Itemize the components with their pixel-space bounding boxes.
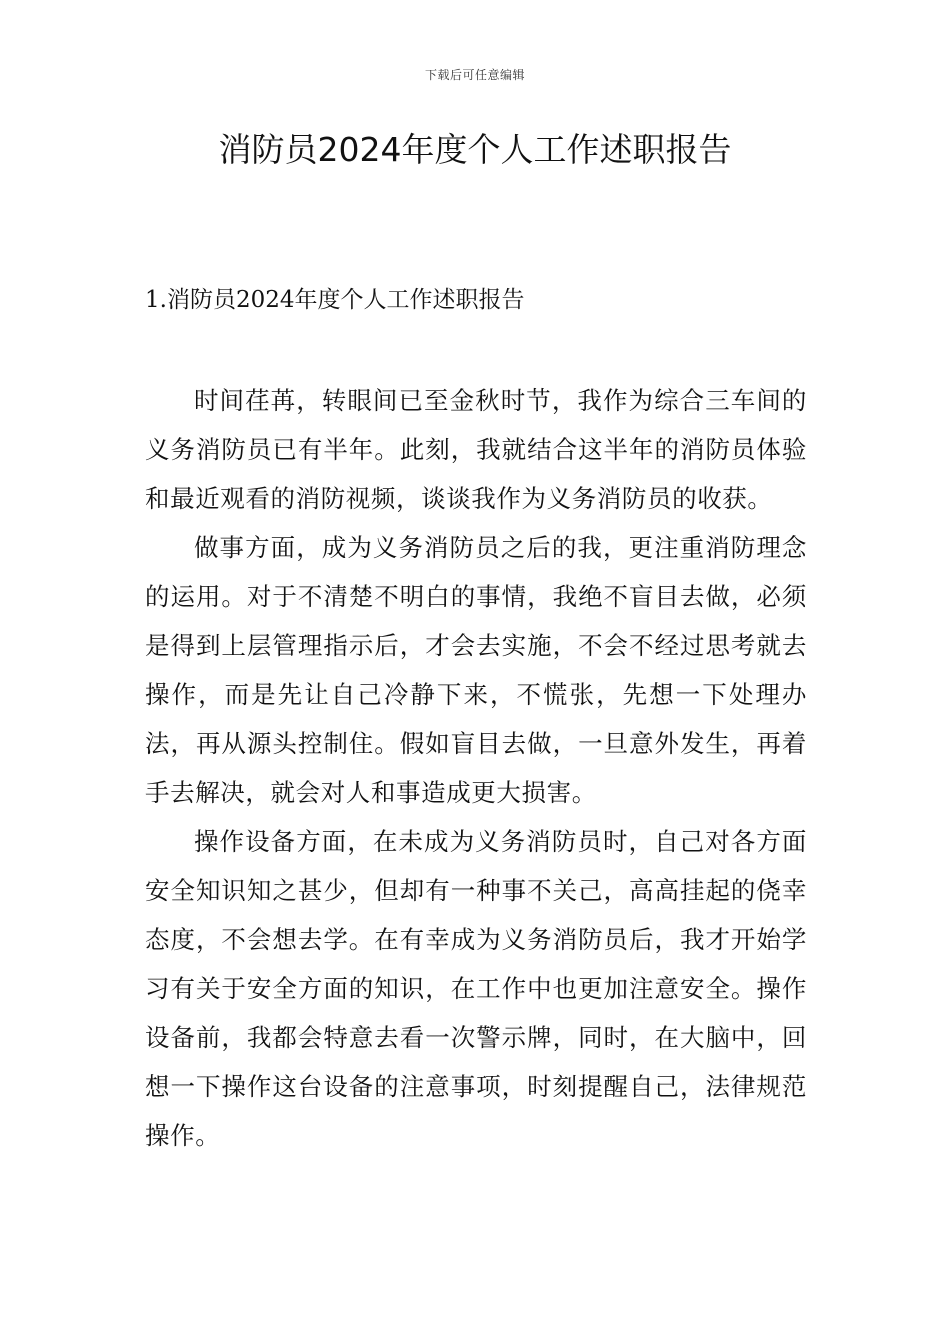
paragraph-2: 做事方面，成为义务消防员之后的我，更注重消防理念的运用。对于不清楚不明白的事情，我绝不盲目去做，必须是得到上层管理指示后，才会去实施，不会不经过思考就去操作，而是先让自己冷静下来，不慌张，先想一下处理办法，再从源头控制住。假如盲目去做，一旦意外发生，再着手去解决，就会对人和事造成更大损害。 <box>145 533 807 807</box>
paragraph-3: 操作设备方面，在未成为义务消防员时，自己对各方面安全知识知之甚少，但却有一种事不关己，高高挂起的侥幸态度，不会想去学。在有幸成为义务消防员后，我才开始学习有关于安全方面的知识，在工作中也更加注意安全。操作设备前，我都会特意去看一次警示牌，同时，在大脑中，回想一下操作这台设备的注意事项，时刻提醒自己，法律规范操作。 <box>145 827 807 1150</box>
paragraph-1: 时间荏苒，转眼间已至金秋时节，我作为综合三车间的义务消防员已有半年。此刻，我就结合这半年的消防员体验和最近观看的消防视频，谈谈我作为义务消防员的收获。 <box>145 386 807 513</box>
header-note: 下载后可任意编辑 <box>424 68 525 82</box>
document-title: 消防员2024年度个人工作述职报告 <box>218 130 732 169</box>
document-body <box>145 376 807 1160</box>
section-heading: 1.消防员2024年度个人工作述职报告 <box>145 287 525 313</box>
